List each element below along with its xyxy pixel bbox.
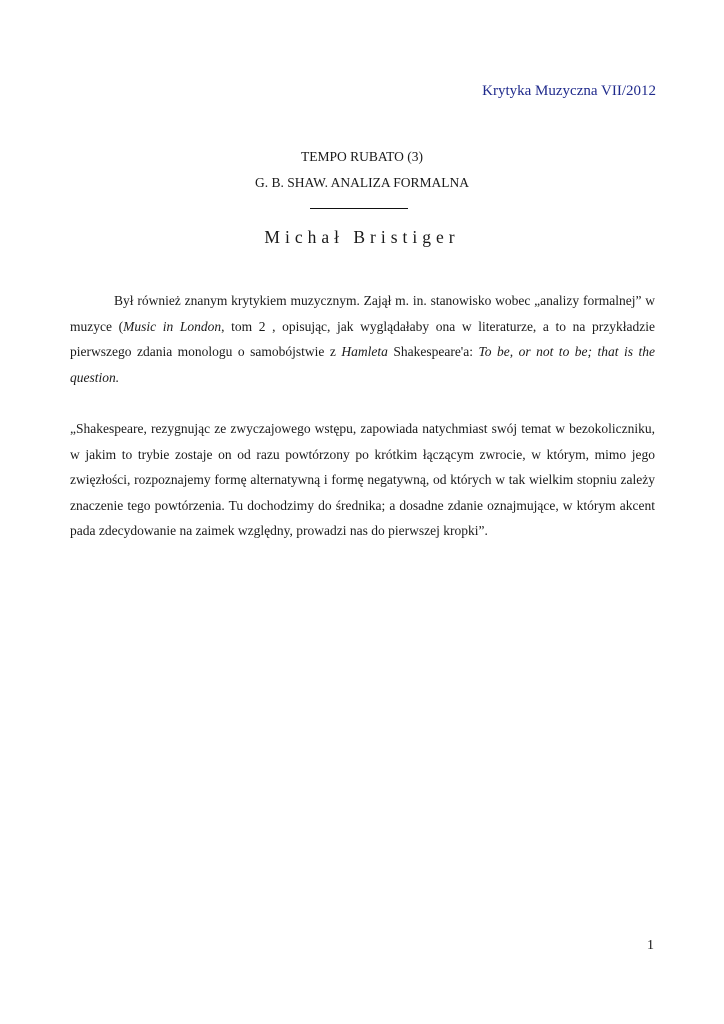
author-name: Michał Bristiger [264, 227, 460, 247]
work-title-hamlet: Hamleta [341, 344, 388, 360]
hamlet-quote: To be, or not to be; that is the question. [70, 344, 655, 385]
series-title: TEMPO RUBATO (3) [300, 149, 423, 164]
title-divider [310, 208, 408, 209]
paragraph-intro [70, 288, 655, 390]
article-subtitle: G. B. SHAW. ANALIZA FORMALNA [254, 175, 470, 190]
paragraph-quote: „Shakespeare, rezygnując ze zwyczajowego wstępu, zapowiada natychmiast swój temat w bezokoliczniku, w jakim to trybie zostaje on od razu powtórzony po krótkim łączącym zwrocie, w którym, mimo jego zwięzłości, rozpoznajemy formę alternatywną i formę negatywną, od których w tak wielkim stopniu zależy znaczenie tego powtórzenia. Tu dochodzimy do średnika; a dosadne zdanie oznajmujące, w którym akcent pada zdecydowanie na zaimek względny, prowadzi nas do pierwszej kropki”. [70, 421, 655, 539]
journal-header: Krytyka Muzyczna VII/2012 [482, 83, 656, 99]
book-title-music-in-london: Music in London [123, 318, 222, 334]
paragraph-intro-text-2: , tom 2 , opisując, jak wyglądałaby ona w literaturze, a to na przykładzie pierwszego zdania monologu o samobójstwie z [70, 318, 655, 360]
page-number: 1 [647, 938, 654, 953]
paragraph-intro-text-3: Shakespeare'a: [387, 344, 479, 360]
paragraph-intro-text-1: Był również znanym krytykiem muzycznym. Zajął m. in. stanowisko wobec „analizy formalnej” w muzyce ( [70, 293, 655, 334]
